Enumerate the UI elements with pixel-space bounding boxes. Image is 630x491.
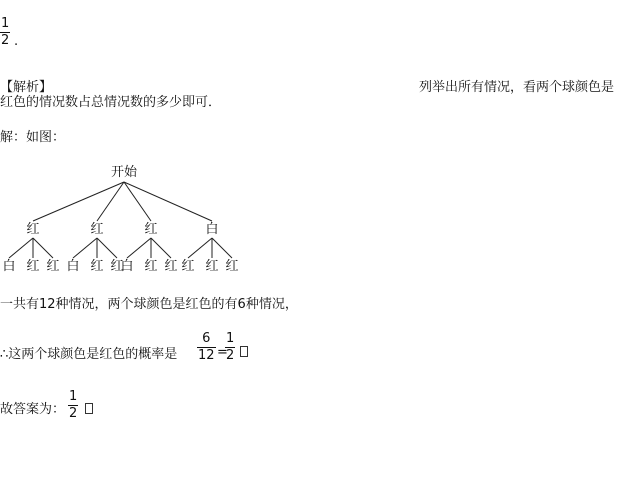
tree-level2-label: 白 — [120, 259, 134, 274]
tree-diagram — [0, 160, 260, 285]
tree-branch — [97, 238, 117, 258]
probability-fraction-1-2 — [225, 332, 235, 363]
fraction-numerator: 6 — [202, 331, 211, 346]
tree-level2-label: 红 — [110, 259, 124, 274]
top-answer-fraction — [0, 17, 10, 48]
tree-level2-label: 红 — [225, 259, 239, 274]
tree-branch — [33, 238, 53, 258]
tree-level2-label: 红 — [26, 259, 40, 274]
tree-level2-label: 白 — [2, 259, 16, 274]
tree-level1-label: 红 — [90, 222, 104, 237]
solution-intro: 解：如图： — [0, 130, 66, 145]
probability-fraction-6-12 — [197, 332, 216, 363]
tree-branch — [151, 238, 171, 258]
tree-level2-label: 红 — [46, 259, 60, 274]
equals-sign: = — [217, 345, 228, 360]
tree-level1-label: 白 — [205, 222, 219, 237]
analysis-tag: 【解析】 — [0, 80, 53, 95]
tree-level2-label: 红 — [181, 259, 195, 274]
probability-prefix: ∴这两个球颜色是红色的概率是 — [0, 347, 178, 362]
tree-level2-label: 红 — [90, 259, 104, 274]
tree-branch — [9, 238, 33, 258]
tree-level2-label: 白 — [66, 259, 80, 274]
top-answer-period: . — [14, 34, 19, 49]
tree-branch — [212, 238, 232, 258]
tree-level2-label: 红 — [144, 259, 158, 274]
fraction-denominator: 2 — [69, 406, 78, 421]
missing-glyph-box — [83, 402, 93, 418]
tree-level2-label: 红 — [205, 259, 219, 274]
answer-fraction — [68, 390, 78, 421]
tree-level2-label: 红 — [164, 259, 178, 274]
fraction-numerator: 1 — [1, 16, 10, 31]
tree-branch — [73, 238, 97, 258]
answer-prefix: 故答案为： — [0, 402, 66, 417]
fraction-numerator: 1 — [69, 389, 78, 404]
tree-level1-label: 红 — [26, 222, 40, 237]
fraction-numerator: 1 — [226, 331, 235, 346]
fraction-denominator: 2 — [1, 33, 10, 48]
analysis-line1: 列举出所有情况，看两个球颜色是 — [419, 80, 615, 95]
fraction-denominator: 12 — [198, 348, 215, 363]
tree-level1-label: 红 — [144, 222, 158, 237]
missing-glyph-box — [238, 345, 248, 361]
fraction-denominator: 2 — [226, 348, 235, 363]
tree-root-label: 开始 — [110, 165, 138, 180]
tree-branch — [188, 238, 212, 258]
tree-branch — [127, 238, 151, 258]
count-line: 一共有12种情况，两个球颜色是红色的有6种情况， — [0, 297, 298, 312]
analysis-line2: 红色的情况数占总情况数的多少即可． — [0, 95, 222, 110]
